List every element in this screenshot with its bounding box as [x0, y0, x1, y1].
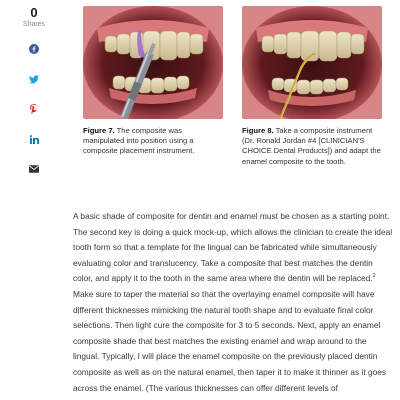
figure-8-label: Figure 8.: [242, 126, 274, 135]
figure-8-text: Take a composite instrument (Dr. Ronald Jordan #4 [CLINICIAN'S CHOICE Dental Products]) and adapt the enamel composite to the tooth.: [242, 126, 381, 166]
paragraph-text-part1: A basic shade of composite for dentin and enamel must be chosen as a starting point. The second key is doing a quick mock-up, which allows the clinician to create the ideal tooth form so that a template for the lingual can be fabricated while simultaneously evaluating color and translucency. Take a composite that best matches the dentin color, and apply it to the tooth in the same area where the dentin will be replaced.: [73, 211, 393, 284]
article-paragraph: [73, 209, 393, 396]
facebook-icon: [29, 44, 39, 54]
footnote-reference[interactable]: 2: [372, 273, 376, 280]
paragraph-text-part2: Make sure to taper the material so that the overlaying enamel composite will have different thicknesses mimicking the natural tooth shape and to evaluate final color selections. Then light cure the composite for 3 to 5 seconds. Next, apply an enamel composite shade that best matches the existing enamel and wrap around to the lingual. Typically, I will place the enamel composite on the previously placed dentin composite as well as on the natural enamel, then taper it to make it thinner as it goes across the enamel. (The various thicknesses can offer different levels of: [73, 288, 387, 393]
linkedin-icon: [30, 135, 39, 144]
facebook-share-button[interactable]: [14, 36, 54, 62]
figure-7-caption: [83, 126, 223, 157]
figure-8-caption: [242, 126, 382, 167]
share-count: 0: [30, 5, 38, 20]
twitter-share-button[interactable]: [14, 66, 54, 92]
twitter-icon: [29, 75, 39, 84]
linkedin-share-button[interactable]: [14, 126, 54, 152]
figure-7: [83, 6, 223, 157]
figure-7-photo: [83, 6, 223, 119]
pinterest-share-button[interactable]: [14, 96, 54, 122]
share-sidebar: [14, 6, 54, 182]
pinterest-icon: [29, 104, 39, 114]
figure-7-label: Figure 7.: [83, 126, 115, 135]
share-label: Shares: [22, 21, 46, 28]
figure-8-photo: [242, 6, 382, 119]
email-share-button[interactable]: [14, 156, 54, 182]
figure-7-text: The composite was manipulated into position using a composite placement instrument.: [83, 126, 195, 156]
email-icon: [29, 165, 39, 173]
figure-8: [242, 6, 382, 167]
